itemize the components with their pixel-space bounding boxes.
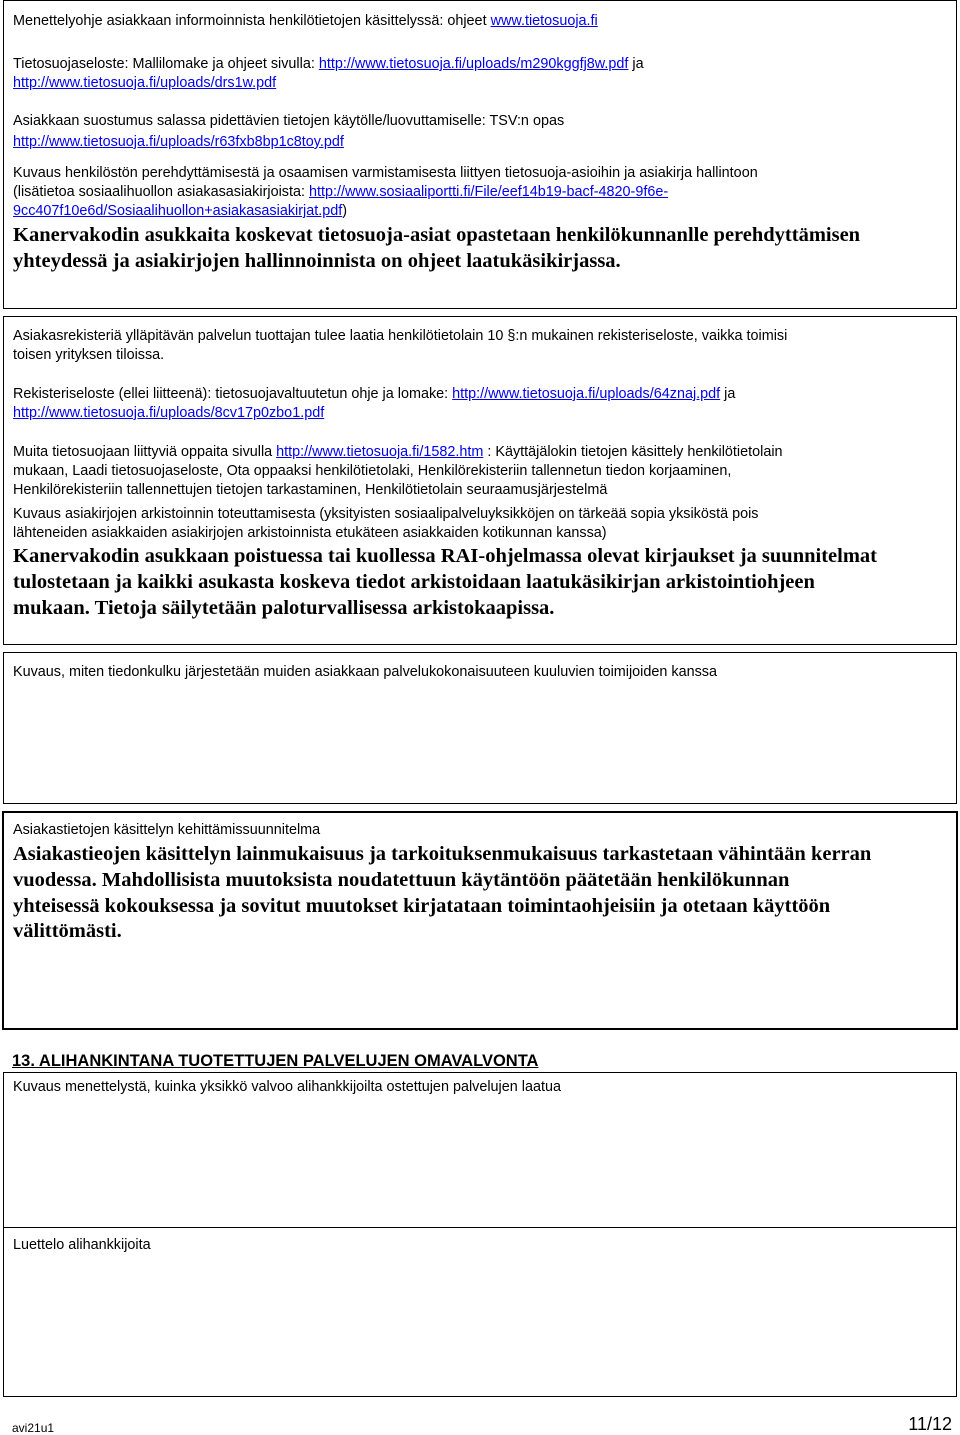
answer-text: Kanervakodin asukkaita koskevat tietosuoja-asiat opastetaan henkilökunnanlle perehdyttämisen — [13, 224, 861, 246]
register-intro-line: Asiakasrekisteriä ylläpitävän palvelun tuottajan tulee laatia henkilötietolain 10 §:n mukainen rekisteriseloste, vaikka toimisi — [13, 328, 788, 344]
link-sosiaaliportti-cont[interactable]: 9cc407f10e6d/Sosiaalihuollon+asiakasasiakirjat.pdf — [13, 203, 343, 219]
archive-answer-3: mukaan. Tietoja säilytetään paloturvallisessa arkistokaapissa. — [13, 597, 555, 619]
link-ohjeet[interactable]: http://www.tietosuoja.fi/uploads/drs1w.pdf — [13, 75, 277, 91]
training-note-line: (lisätietoa sosiaalihuollon asiakasasiakirjoista: http://www.sosiaaliportti.fi/File/eef14b19-bacf-4820-9f6e- — [13, 184, 669, 200]
consent-link-line — [13, 133, 344, 152]
link-lomake[interactable]: http://www.tietosuoja.fi/uploads/8cv17p0zbo1.pdf — [13, 405, 325, 421]
section-box-info-flow — [3, 652, 957, 804]
footer-doc-code: avi21u1 — [12, 1421, 55, 1435]
guides-line-2: mukaan, Laadi tietosuojaseloste, Ota oppaaksi henkilötietolaki, Henkilörekisteriin tallennetun tiedon korjaaminen, — [13, 463, 732, 479]
link-tietosuoja-home[interactable]: www.tietosuoja.fi — [490, 13, 598, 29]
link-sosiaaliportti[interactable]: http://www.sosiaaliportti.fi/File/eef14b19-bacf-4820-9f6e- — [308, 184, 669, 200]
answer-text-2: yhteydessä ja asiakirjojen hallinnoinnista on ohjeet laatukäsikirjassa. — [13, 250, 621, 272]
section-box-register — [3, 316, 957, 645]
development-answer-3: yhteisessä kokouksessa ja sovitut muutokset kirjatataan toimintaohjeisiin ja otetaan käyttöön — [13, 895, 831, 917]
register-form-line: Rekisteriseloste (ellei liitteenä): tietosuojavaltuutetun ohje ja lomake: http://www.tietosuoja.fi/uploads/64znaj.pdf ja — [13, 386, 736, 402]
footer-page-number: 11/12 — [908, 1414, 952, 1434]
subcontracting-quality-box — [3, 1072, 957, 1228]
development-plan-label: Asiakastietojen käsittelyn kehittämissuunnitelma — [13, 822, 321, 838]
subcontractor-list-label: Luettelo alihankkijoita — [13, 1237, 151, 1253]
guides-line: Muita tietosuojaan liittyviä oppaita sivulla http://www.tietosuoja.fi/1582.htm : Käyttäjälokin tietojen käsittely henkilötietolain — [13, 444, 783, 460]
link-mallilomake[interactable]: http://www.tietosuoja.fi/uploads/m290kggfj8w.pdf — [318, 56, 629, 72]
development-answer-4: välittömästi. — [13, 920, 122, 942]
link-oppaat[interactable]: http://www.tietosuoja.fi/1582.htm — [276, 444, 484, 460]
archive-answer: Kanervakodin asukkaan poistuessa tai kuollessa RAI-ohjelmassa olevat kirjaukset ja suunnitelmat — [13, 545, 877, 567]
guides-line-3: Henkilörekisteriin tallennettujen tietojen tarkastaminen, Henkilötietolain seuraamusjärjestelmä — [13, 482, 608, 498]
section-box-development-plan — [2, 811, 958, 1030]
privacy-statement-line-2 — [13, 74, 276, 93]
info-flow-label: Kuvaus, miten tiedonkulku järjestetään muiden asiakkaan palvelukokonaisuuteen kuuluvien toimijoiden kanssa — [13, 664, 717, 680]
privacy-statement-line: Tietosuojaseloste: Mallilomake ja ohjeet sivulla: http://www.tietosuoja.fi/uploads/m290kggfj8w.pdf ja — [13, 56, 644, 72]
archive-description-line-2: lähteneiden asiakkaiden asiakirjojen arkistoinnista etukäteen asiakkaiden kotikunnan kanssa) — [13, 525, 607, 541]
archive-description-line: Kuvaus asiakirjojen arkistoinnin toteuttamisesta (yksityisten sosiaalipalveluyksikköjen on tärkeää sopia yksiköstä pois — [13, 506, 759, 522]
section-box-data-protection — [3, 0, 957, 309]
register-intro-line-2: toisen yrityksen tiloissa. — [13, 347, 165, 363]
register-form-line-2 — [13, 404, 324, 423]
link-tsv-opas[interactable]: http://www.tietosuoja.fi/uploads/r63fxb8bp1c8toy.pdf — [13, 134, 344, 150]
training-description-line: Kuvaus henkilöstön perehdyttämisestä ja osaamisen varmistamisesta liittyen tietosuoja-asioihin ja asiakirja hallintoon — [13, 165, 758, 181]
consent-line: Asiakkaan suostumus salassa pidettävien tietojen käytölle/luovuttamiselle: TSV:n opas — [13, 113, 565, 129]
archive-answer-2: tulostetaan ja kaikki asukasta koskeva tiedot arkistoidaan laatukäsikirjan arkistointiohjeen — [13, 571, 815, 593]
subcontractor-list-box — [3, 1227, 957, 1397]
section-13-heading: 13. ALIHANKINTANA TUOTETTUJEN PALVELUJEN OMAVALVONTA — [12, 1052, 539, 1070]
training-note-line-2: 9cc407f10e6d/Sosiaalihuollon+asiakasasiakirjat.pdf) — [13, 203, 348, 219]
link-rekisteriseloste[interactable]: http://www.tietosuoja.fi/uploads/64znaj.pdf — [452, 386, 721, 402]
guideline-line: Menettelyohje asiakkaan informoinnista henkilötietojen käsittelyssä: ohjeet www.tietosuoja.fi — [13, 13, 598, 29]
subcontracting-quality-label: Kuvaus menettelystä, kuinka yksikkö valvoo alihankkijoilta ostettujen palvelujen laatua — [13, 1079, 561, 1095]
development-answer: Asiakastieojen käsittelyn lainmukaisuus ja tarkoituksenmukaisuus tarkastetaan vähintään kerran — [13, 843, 872, 865]
development-answer-2: vuodessa. Mahdollisista muutoksista noudatettuun käytäntöön päätetään henkilökunnan — [13, 869, 790, 891]
